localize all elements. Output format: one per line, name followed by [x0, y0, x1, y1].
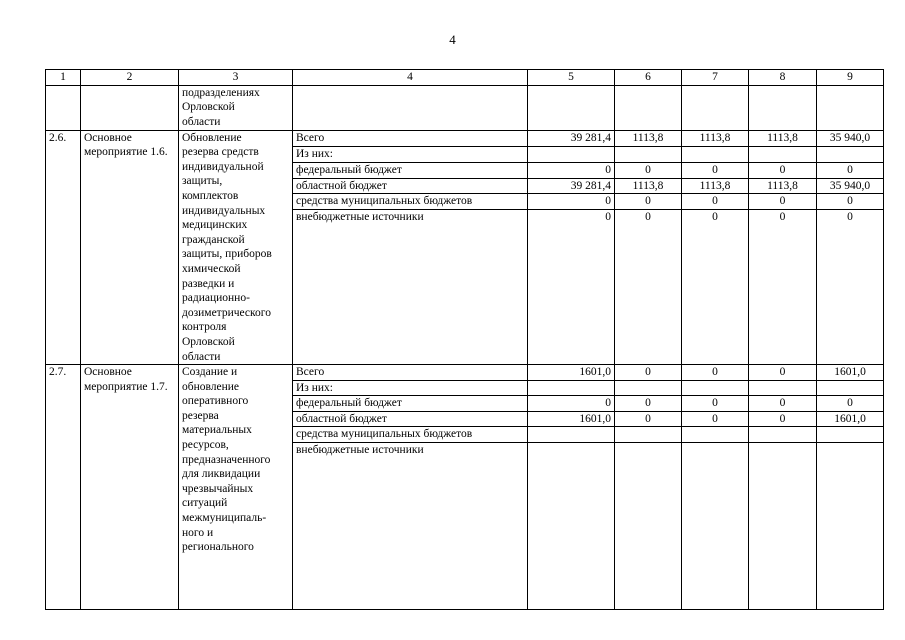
value-cell-col-8: 1113,8	[749, 130, 817, 146]
funding-source-label: средства муниципальных бюджетов	[293, 194, 528, 210]
funding-source-label: федеральный бюджет	[293, 396, 528, 412]
value-cell-col-6	[615, 427, 682, 443]
activity-number: 2.7.	[46, 365, 81, 610]
value-cell-col-9: 0	[817, 396, 884, 412]
funding-source-label: Всего	[293, 130, 528, 146]
activity-name-line: медицинских	[182, 219, 248, 232]
value-cell-col-8	[749, 380, 817, 396]
funding-source-label: Всего	[293, 365, 528, 381]
col-header-6: 6	[615, 70, 682, 86]
funding-source-label: средства муниципальных бюджетов	[293, 427, 528, 443]
col-header-4: 4	[293, 70, 528, 86]
value-cell-col-5: 0	[528, 396, 615, 412]
value-cell-col-9	[817, 146, 884, 162]
value-cell-col-8: 0	[749, 194, 817, 210]
col-header-2: 2	[81, 70, 179, 86]
value-cell-col-5	[528, 427, 615, 443]
value-cell-col-7: 0	[682, 365, 749, 381]
value-cell-col-7: 0	[682, 162, 749, 178]
value-cell-col-6: 0	[615, 365, 682, 381]
activity-name-line: ного и	[182, 526, 214, 539]
col-header-7: 7	[682, 70, 749, 86]
value-cell-col-7	[682, 380, 749, 396]
continuation-name-cell	[179, 85, 293, 130]
continuation-num-cell	[46, 85, 81, 130]
value-cell-col-9: 0	[817, 210, 884, 365]
value-cell-col-7: 1113,8	[682, 130, 749, 146]
value-cell-col-6	[615, 443, 682, 610]
value-cell-col-9: 1601,0	[817, 411, 884, 427]
activity-name-line: комплектов	[182, 189, 239, 202]
value-cell-col-9: 0	[817, 162, 884, 178]
continuation-value-cell	[528, 85, 615, 130]
value-cell-col-6: 0	[615, 411, 682, 427]
activity-name-line: обновление	[182, 380, 240, 393]
activity-name-line: Обновление	[182, 131, 242, 144]
activity-0-line-0	[46, 130, 884, 146]
activity-name-line: ситуаций	[182, 497, 228, 510]
activity-name-line: области	[182, 350, 221, 363]
activity-title-line: мероприятие 1.7.	[84, 380, 168, 393]
col-header-9: 9	[817, 70, 884, 86]
continuation-value-cell	[615, 85, 682, 130]
value-cell-col-7: 1113,8	[682, 178, 749, 194]
value-cell-col-7	[682, 427, 749, 443]
activity-name-line: Орловской	[182, 335, 235, 348]
value-cell-col-8: 1113,8	[749, 178, 817, 194]
value-cell-col-7: 0	[682, 411, 749, 427]
activity-1-line-0	[46, 365, 884, 381]
activity-name-line: межмуниципаль-	[182, 512, 267, 525]
funding-source-label: Из них:	[293, 380, 528, 396]
header-row	[46, 70, 884, 86]
value-cell-col-8: 0	[749, 396, 817, 412]
continuation-source-cell	[293, 85, 528, 130]
activity-name-line: предназначенного	[182, 453, 271, 466]
funding-source-label: областной бюджет	[293, 411, 528, 427]
activity-title-line: Основное	[84, 131, 132, 144]
continuation-value-cell	[749, 85, 817, 130]
continuation-value-cell	[817, 85, 884, 130]
value-cell-col-6: 0	[615, 396, 682, 412]
activity-number: 2.6.	[46, 130, 81, 365]
value-cell-col-7: 0	[682, 210, 749, 365]
value-cell-col-8	[749, 146, 817, 162]
activity-name-line: чрезвычайных	[182, 482, 254, 495]
value-cell-col-7	[682, 443, 749, 610]
value-cell-col-5: 1601,0	[528, 365, 615, 381]
continuation-name-line: Орловской	[182, 101, 235, 114]
budget-table	[45, 69, 884, 610]
value-cell-col-8: 0	[749, 411, 817, 427]
activity-name-line: гражданской	[182, 233, 245, 246]
value-cell-col-8: 0	[749, 210, 817, 365]
value-cell-col-9: 35 940,0	[817, 130, 884, 146]
col-header-8: 8	[749, 70, 817, 86]
activity-name-line: контроля	[182, 321, 227, 334]
page-number: 4	[449, 32, 456, 47]
value-cell-col-5	[528, 443, 615, 610]
funding-source-label: внебюджетные источники	[293, 210, 528, 365]
funding-source-label: областной бюджет	[293, 178, 528, 194]
value-cell-col-9	[817, 427, 884, 443]
activity-name	[179, 130, 293, 365]
value-cell-col-6: 0	[615, 194, 682, 210]
activity-name-line: Создание и	[182, 366, 238, 379]
value-cell-col-7: 0	[682, 194, 749, 210]
activity-name-line: оперативного	[182, 395, 249, 408]
funding-source-label: федеральный бюджет	[293, 162, 528, 178]
value-cell-col-9: 1601,0	[817, 365, 884, 381]
col-header-1: 1	[46, 70, 81, 86]
value-cell-col-7: 0	[682, 396, 749, 412]
value-cell-col-5: 0	[528, 194, 615, 210]
continuation-row	[46, 85, 884, 130]
activity-name-line: индивидуальной	[182, 160, 264, 173]
funding-source-label: внебюджетные источники	[293, 443, 528, 610]
activity-name-line: резерва	[182, 409, 219, 422]
value-cell-col-9: 35 940,0	[817, 178, 884, 194]
funding-source-label: Из них:	[293, 146, 528, 162]
col-header-5: 5	[528, 70, 615, 86]
value-cell-col-5	[528, 146, 615, 162]
value-cell-col-5	[528, 380, 615, 396]
activity-name	[179, 365, 293, 610]
value-cell-col-8	[749, 427, 817, 443]
value-cell-col-7	[682, 146, 749, 162]
activity-name-line: материальных	[182, 424, 252, 437]
value-cell-col-5: 1601,0	[528, 411, 615, 427]
activity-name-line: ресурсов,	[182, 439, 229, 452]
value-cell-col-8: 0	[749, 162, 817, 178]
value-cell-col-8: 0	[749, 365, 817, 381]
value-cell-col-5: 39 281,4	[528, 130, 615, 146]
activity-name-line: защиты, приборов	[182, 248, 272, 261]
activity-name-line: резерва средств	[182, 146, 259, 159]
activity-name-line: регионального	[182, 541, 254, 554]
activity-title-line: мероприятие 1.6.	[84, 146, 168, 159]
value-cell-col-9: 0	[817, 194, 884, 210]
activity-name-line: для ликвидации	[182, 468, 261, 481]
continuation-name-line: подразделениях	[182, 86, 260, 99]
value-cell-col-9	[817, 443, 884, 610]
activity-name-line: разведки и	[182, 277, 235, 290]
activity-title-line: Основное	[84, 366, 132, 379]
value-cell-col-6	[615, 380, 682, 396]
activity-name-line: химической	[182, 262, 241, 275]
continuation-name-line: области	[182, 115, 221, 128]
value-cell-col-9	[817, 380, 884, 396]
activity-title	[81, 365, 179, 610]
col-header-3: 3	[179, 70, 293, 86]
activity-name-line: дозиметрического	[182, 306, 271, 319]
activity-name-line: индивидуальных	[182, 204, 266, 217]
continuation-title-cell	[81, 85, 179, 130]
value-cell-col-6: 0	[615, 210, 682, 365]
value-cell-col-8	[749, 443, 817, 610]
continuation-value-cell	[682, 85, 749, 130]
value-cell-col-6: 1113,8	[615, 178, 682, 194]
value-cell-col-6	[615, 146, 682, 162]
activity-name-line: радиационно-	[182, 292, 250, 305]
value-cell-col-5: 0	[528, 210, 615, 365]
value-cell-col-5: 39 281,4	[528, 178, 615, 194]
activity-title	[81, 130, 179, 365]
value-cell-col-6: 1113,8	[615, 130, 682, 146]
value-cell-col-5: 0	[528, 162, 615, 178]
value-cell-col-6: 0	[615, 162, 682, 178]
activity-name-line: защиты,	[182, 175, 223, 188]
